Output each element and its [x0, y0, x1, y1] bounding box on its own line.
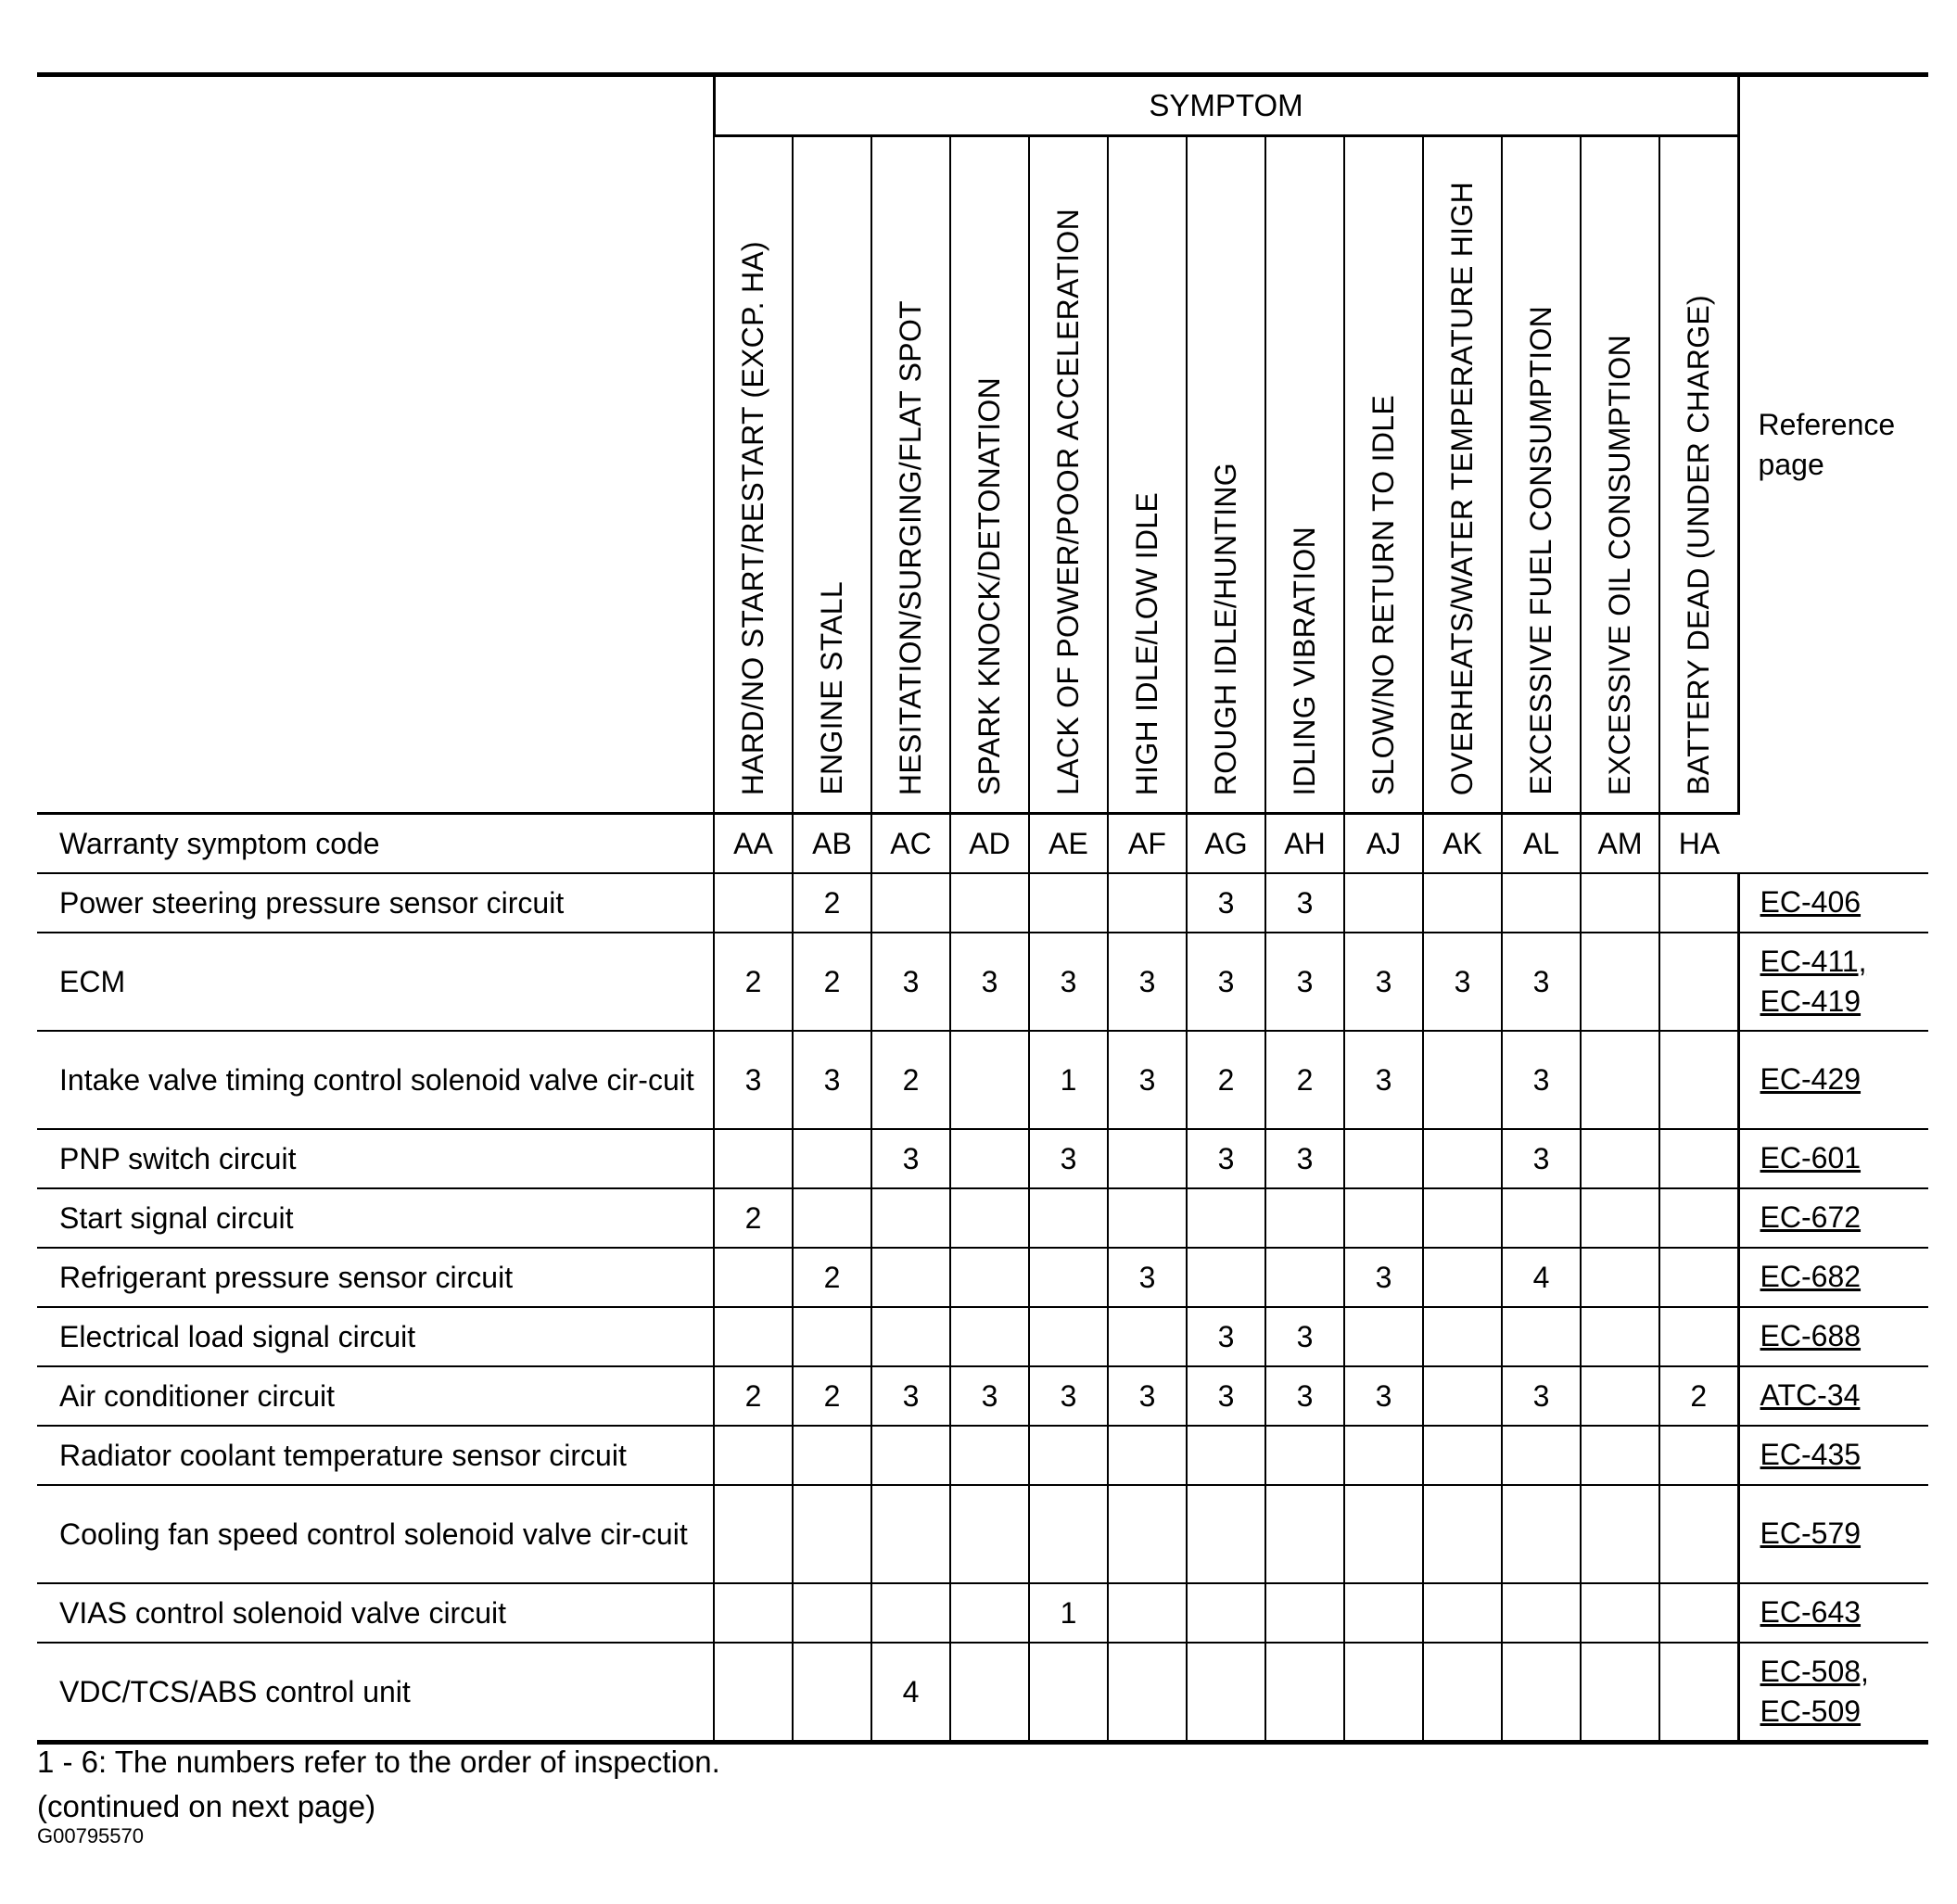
- reference-page-cell: [1738, 1643, 1928, 1743]
- reference-link[interactable]: EC-579: [1760, 1517, 1862, 1551]
- table-row: [37, 1248, 1928, 1307]
- table-row: [37, 1643, 1928, 1743]
- inspection-order-cell: [871, 873, 950, 933]
- reference-link[interactable]: EC-508,: [1760, 1654, 1869, 1688]
- inspection-order-cell: [1344, 1485, 1423, 1583]
- reference-page-header: Reference page: [1738, 75, 1928, 814]
- inspection-order-cell: 2: [793, 1366, 871, 1426]
- inspection-order-cell: [950, 1248, 1029, 1307]
- inspection-order-cell: [714, 1485, 793, 1583]
- table-row: [37, 1485, 1928, 1583]
- symptom-name: IDLING VIBRATION: [1288, 526, 1321, 795]
- inspection-order-cell: [1187, 1485, 1265, 1583]
- inspection-order-cell: 3: [1187, 873, 1265, 933]
- row-label: PNP switch circuit: [37, 1129, 714, 1188]
- inspection-order-cell: [1581, 933, 1659, 1031]
- inspection-order-cell: [871, 1583, 950, 1643]
- inspection-order-cell: [1423, 1307, 1502, 1366]
- inspection-order-cell: [1659, 1248, 1738, 1307]
- symptom-header-ac: [871, 136, 950, 814]
- inspection-order-cell: [1187, 1583, 1265, 1643]
- reference-link[interactable]: EC-509: [1760, 1695, 1862, 1728]
- inspection-order-cell: [1029, 1188, 1108, 1248]
- symptom-name: SLOW/NO RETURN TO IDLE: [1366, 394, 1400, 795]
- symptom-header-ha: [1659, 136, 1738, 814]
- inspection-order-cell: 3: [1187, 1129, 1265, 1188]
- warranty-code-cell: AH: [1265, 814, 1344, 874]
- reference-link[interactable]: EC-682: [1760, 1260, 1862, 1294]
- table-row: [37, 933, 1928, 1031]
- inspection-order-cell: 2: [871, 1031, 950, 1129]
- inspection-order-cell: [714, 1643, 793, 1743]
- inspection-order-cell: [1344, 1307, 1423, 1366]
- header-blank: [37, 75, 714, 814]
- inspection-order-cell: [1581, 1188, 1659, 1248]
- inspection-order-cell: [1344, 1188, 1423, 1248]
- inspection-order-cell: 3: [1344, 1366, 1423, 1426]
- inspection-order-cell: [1659, 1643, 1738, 1743]
- reference-page-cell: [1738, 1426, 1928, 1485]
- symptom-name: SPARK KNOCK/DETONATION: [972, 376, 1006, 795]
- order-note: 1 - 6: The numbers refer to the order of inspection.: [37, 1745, 720, 1779]
- inspection-order-cell: [950, 1307, 1029, 1366]
- inspection-order-cell: [714, 873, 793, 933]
- symptom-header-ab: [793, 136, 871, 814]
- inspection-order-cell: 3: [1265, 873, 1344, 933]
- inspection-order-cell: [1659, 1031, 1738, 1129]
- inspection-order-cell: 3: [1029, 1366, 1108, 1426]
- inspection-order-cell: 3: [871, 933, 950, 1031]
- inspection-order-cell: [1581, 1248, 1659, 1307]
- warranty-code-cell: AK: [1423, 814, 1502, 874]
- inspection-order-cell: 3: [1423, 933, 1502, 1031]
- table-row: [37, 1366, 1928, 1426]
- inspection-order-cell: 2: [1187, 1031, 1265, 1129]
- table-row: [37, 1426, 1928, 1485]
- inspection-order-cell: [1423, 1129, 1502, 1188]
- row-label: Intake valve timing control solenoid valve cir-cuit: [37, 1031, 714, 1129]
- inspection-order-cell: [1029, 1248, 1108, 1307]
- inspection-order-cell: [871, 1426, 950, 1485]
- inspection-order-cell: [950, 1188, 1029, 1248]
- inspection-order-cell: [1108, 1426, 1187, 1485]
- symptom-table: [37, 72, 1928, 1745]
- warranty-code-label: Warranty symptom code: [37, 814, 714, 874]
- table-row: [37, 1307, 1928, 1366]
- inspection-order-cell: [1265, 1188, 1344, 1248]
- inspection-order-cell: [1344, 1426, 1423, 1485]
- inspection-order-cell: [1423, 873, 1502, 933]
- inspection-order-cell: [950, 1485, 1029, 1583]
- symptom-name: EXCESSIVE FUEL CONSUMPTION: [1524, 306, 1557, 795]
- warranty-code-cell: AC: [871, 814, 950, 874]
- warranty-code-cell: AD: [950, 814, 1029, 874]
- inspection-order-cell: [1423, 1248, 1502, 1307]
- warranty-code-cell: AL: [1502, 814, 1581, 874]
- reference-page-cell: [1738, 1583, 1928, 1643]
- inspection-order-cell: 3: [1265, 1129, 1344, 1188]
- inspection-order-cell: [1502, 1188, 1581, 1248]
- inspection-order-cell: 3: [1187, 1307, 1265, 1366]
- reference-link[interactable]: EC-419: [1760, 984, 1862, 1018]
- inspection-order-cell: [1659, 1129, 1738, 1188]
- reference-link[interactable]: EC-411,: [1760, 944, 1867, 978]
- continued-note: (continued on next page): [37, 1788, 376, 1823]
- inspection-order-cell: 2: [714, 933, 793, 1031]
- inspection-order-cell: [1187, 1643, 1265, 1743]
- inspection-order-cell: 3: [1029, 1129, 1108, 1188]
- inspection-order-cell: [1581, 1031, 1659, 1129]
- inspection-order-cell: [1108, 1129, 1187, 1188]
- inspection-order-cell: 1: [1029, 1583, 1108, 1643]
- reference-page-cell: [1738, 933, 1928, 1031]
- inspection-order-cell: [1108, 1188, 1187, 1248]
- row-label: Start signal circuit: [37, 1188, 714, 1248]
- row-label: VIAS control solenoid valve circuit: [37, 1583, 714, 1643]
- table-row: [37, 873, 1928, 933]
- inspection-order-cell: 3: [1029, 933, 1108, 1031]
- inspection-order-cell: [1344, 873, 1423, 933]
- inspection-order-cell: [1423, 1643, 1502, 1743]
- row-label: ECM: [37, 933, 714, 1031]
- symptom-name: HESITATION/SURGING/FLAT SPOT: [894, 299, 927, 795]
- inspection-order-cell: [1581, 1643, 1659, 1743]
- table-body: [37, 814, 1928, 1743]
- reference-link[interactable]: EC-688: [1760, 1319, 1862, 1353]
- inspection-order-cell: 3: [793, 1031, 871, 1129]
- inspection-order-cell: [1265, 1248, 1344, 1307]
- warranty-code-cell: AM: [1581, 814, 1659, 874]
- reference-page-cell: [1738, 1248, 1928, 1307]
- inspection-order-cell: [871, 1248, 950, 1307]
- warranty-code-cell: AE: [1029, 814, 1108, 874]
- inspection-order-cell: [1187, 1426, 1265, 1485]
- reference-link[interactable]: ATC-34: [1760, 1378, 1861, 1413]
- inspection-order-cell: [1423, 1366, 1502, 1426]
- inspection-order-cell: 2: [793, 1248, 871, 1307]
- inspection-order-cell: [1265, 1583, 1344, 1643]
- reference-link[interactable]: EC-435: [1760, 1438, 1862, 1472]
- symptom-name: OVERHEATS/WATER TEMPERATURE HIGH: [1445, 181, 1479, 795]
- symptom-header-ak: [1423, 136, 1502, 814]
- inspection-order-cell: [1423, 1485, 1502, 1583]
- inspection-order-cell: [1659, 933, 1738, 1031]
- inspection-order-cell: [1108, 873, 1187, 933]
- inspection-order-cell: [1423, 1583, 1502, 1643]
- inspection-order-cell: 3: [1108, 1031, 1187, 1129]
- inspection-order-cell: [1029, 873, 1108, 933]
- table-row: [37, 1031, 1928, 1129]
- inspection-order-cell: 3: [1265, 1366, 1344, 1426]
- inspection-order-cell: 3: [1187, 933, 1265, 1031]
- reference-page-cell: [1738, 1129, 1928, 1188]
- inspection-order-cell: [793, 1129, 871, 1188]
- symptom-name: ROUGH IDLE/HUNTING: [1209, 462, 1242, 795]
- inspection-order-cell: [1423, 1426, 1502, 1485]
- inspection-order-cell: [1502, 1485, 1581, 1583]
- inspection-order-cell: [714, 1307, 793, 1366]
- symptom-header: SYMPTOM: [714, 75, 1738, 136]
- inspection-order-cell: 2: [1265, 1031, 1344, 1129]
- table-row: [37, 1583, 1928, 1643]
- symptom-header-ah: [1265, 136, 1344, 814]
- inspection-order-cell: [1581, 1366, 1659, 1426]
- warranty-code-cell: HA: [1659, 814, 1738, 874]
- symptom-name: HARD/NO START/RESTART (EXCP. HA): [736, 240, 769, 795]
- inspection-order-cell: [1423, 1031, 1502, 1129]
- inspection-order-cell: [1659, 873, 1738, 933]
- inspection-order-cell: [714, 1426, 793, 1485]
- reference-page-cell: [1738, 1031, 1928, 1129]
- inspection-order-cell: [793, 1426, 871, 1485]
- symptom-header-ad: [950, 136, 1029, 814]
- symptom-name: HIGH IDLE/LOW IDLE: [1130, 491, 1163, 795]
- inspection-order-cell: [1187, 1188, 1265, 1248]
- row-label: Air conditioner circuit: [37, 1366, 714, 1426]
- inspection-order-cell: [1265, 1426, 1344, 1485]
- symptom-name: ENGINE STALL: [815, 581, 848, 795]
- inspection-order-cell: [1581, 1485, 1659, 1583]
- inspection-order-cell: 3: [1344, 933, 1423, 1031]
- reference-link[interactable]: EC-601: [1760, 1141, 1862, 1175]
- inspection-order-cell: [793, 1643, 871, 1743]
- inspection-order-cell: [1502, 1307, 1581, 1366]
- symptom-header-aa: [714, 136, 793, 814]
- symptom-header-ae: [1029, 136, 1108, 814]
- symptom-header-al: [1502, 136, 1581, 814]
- table-row: [37, 1129, 1928, 1188]
- symptom-header-af: [1108, 136, 1187, 814]
- inspection-order-cell: 2: [1659, 1366, 1738, 1426]
- inspection-order-cell: [871, 1485, 950, 1583]
- inspection-order-cell: 2: [714, 1188, 793, 1248]
- inspection-order-cell: [1423, 1188, 1502, 1248]
- figure-code: G00795570: [37, 1824, 144, 1847]
- inspection-order-cell: [1659, 1485, 1738, 1583]
- inspection-order-cell: [1187, 1248, 1265, 1307]
- reference-page-cell: [1738, 1307, 1928, 1366]
- inspection-order-cell: [714, 1129, 793, 1188]
- inspection-order-cell: [1659, 1583, 1738, 1643]
- inspection-order-cell: [714, 1248, 793, 1307]
- inspection-order-cell: [793, 1583, 871, 1643]
- reference-page-cell: [1738, 1485, 1928, 1583]
- symptom-header-am: [1581, 136, 1659, 814]
- reference-link[interactable]: EC-406: [1760, 885, 1862, 920]
- inspection-order-cell: [1265, 1485, 1344, 1583]
- inspection-order-cell: 1: [1029, 1031, 1108, 1129]
- inspection-order-cell: [793, 1485, 871, 1583]
- footnotes: [37, 1740, 720, 1829]
- warranty-code-cell: AB: [793, 814, 871, 874]
- inspection-order-cell: 3: [1265, 1307, 1344, 1366]
- inspection-order-cell: 3: [1502, 1031, 1581, 1129]
- row-label: Power steering pressure sensor circuit: [37, 873, 714, 933]
- row-label: Cooling fan speed control solenoid valve cir-cuit: [37, 1485, 714, 1583]
- inspection-order-cell: [1581, 873, 1659, 933]
- inspection-order-cell: [950, 1643, 1029, 1743]
- inspection-order-cell: [1659, 1307, 1738, 1366]
- inspection-order-cell: [950, 1031, 1029, 1129]
- inspection-order-cell: [1344, 1643, 1423, 1743]
- inspection-order-cell: [1659, 1188, 1738, 1248]
- warranty-code-cell: AA: [714, 814, 793, 874]
- row-label: VDC/TCS/ABS control unit: [37, 1643, 714, 1743]
- reference-page-cell: [1738, 873, 1928, 933]
- inspection-order-cell: 2: [793, 933, 871, 1031]
- inspection-order-cell: [1659, 1426, 1738, 1485]
- symptom-header-ag: [1187, 136, 1265, 814]
- inspection-order-cell: [1344, 1583, 1423, 1643]
- inspection-order-cell: [950, 1129, 1029, 1188]
- inspection-order-cell: [1581, 1129, 1659, 1188]
- inspection-order-cell: [1108, 1485, 1187, 1583]
- inspection-order-cell: 3: [1502, 1129, 1581, 1188]
- warranty-code-cell: AJ: [1344, 814, 1423, 874]
- inspection-order-cell: [793, 1188, 871, 1248]
- inspection-order-cell: 3: [1108, 933, 1187, 1031]
- inspection-order-cell: 3: [871, 1129, 950, 1188]
- inspection-order-cell: [1029, 1643, 1108, 1743]
- inspection-order-cell: [714, 1583, 793, 1643]
- inspection-order-cell: [950, 1583, 1029, 1643]
- inspection-order-cell: [1581, 1426, 1659, 1485]
- inspection-order-cell: 3: [1502, 933, 1581, 1031]
- symptom-name: EXCESSIVE OIL CONSUMPTION: [1603, 334, 1636, 795]
- symptom-header-aj: [1344, 136, 1423, 814]
- symptom-name: BATTERY DEAD (UNDER CHARGE): [1681, 295, 1715, 795]
- inspection-order-cell: [871, 1307, 950, 1366]
- inspection-order-cell: [950, 1426, 1029, 1485]
- inspection-order-cell: [1502, 1426, 1581, 1485]
- inspection-order-cell: 3: [1108, 1248, 1187, 1307]
- inspection-order-cell: 3: [950, 1366, 1029, 1426]
- symptom-name: LACK OF POWER/POOR ACCELERATION: [1051, 209, 1085, 795]
- reference-link[interactable]: EC-643: [1760, 1595, 1862, 1630]
- reference-link[interactable]: EC-429: [1760, 1062, 1862, 1097]
- inspection-order-cell: [871, 1188, 950, 1248]
- warranty-code-cell: AF: [1108, 814, 1187, 874]
- inspection-order-cell: [1502, 1583, 1581, 1643]
- inspection-order-cell: [1581, 1583, 1659, 1643]
- inspection-order-cell: [1108, 1307, 1187, 1366]
- row-label: Radiator coolant temperature sensor circuit: [37, 1426, 714, 1485]
- inspection-order-cell: 3: [1344, 1248, 1423, 1307]
- symptom-matrix: [37, 72, 1928, 1745]
- inspection-order-cell: 4: [871, 1643, 950, 1743]
- inspection-order-cell: 2: [793, 873, 871, 933]
- warranty-code-row: [37, 814, 1928, 874]
- inspection-order-cell: [950, 873, 1029, 933]
- reference-page-cell: [1738, 1366, 1928, 1426]
- row-label: Refrigerant pressure sensor circuit: [37, 1248, 714, 1307]
- inspection-order-cell: 3: [1187, 1366, 1265, 1426]
- warranty-code-cell: AG: [1187, 814, 1265, 874]
- inspection-order-cell: [1502, 873, 1581, 933]
- inspection-order-cell: [1265, 1643, 1344, 1743]
- inspection-order-cell: 4: [1502, 1248, 1581, 1307]
- inspection-order-cell: [1029, 1426, 1108, 1485]
- reference-page-cell: [1738, 1188, 1928, 1248]
- inspection-order-cell: 3: [871, 1366, 950, 1426]
- inspection-order-cell: [1029, 1307, 1108, 1366]
- table-row: [37, 1188, 1928, 1248]
- inspection-order-cell: 3: [950, 933, 1029, 1031]
- inspection-order-cell: [793, 1307, 871, 1366]
- inspection-order-cell: [1344, 1129, 1423, 1188]
- inspection-order-cell: 3: [1344, 1031, 1423, 1129]
- inspection-order-cell: 3: [1108, 1366, 1187, 1426]
- inspection-order-cell: [1108, 1643, 1187, 1743]
- row-label: Electrical load signal circuit: [37, 1307, 714, 1366]
- inspection-order-cell: 3: [1502, 1366, 1581, 1426]
- inspection-order-cell: 3: [714, 1031, 793, 1129]
- inspection-order-cell: [1029, 1485, 1108, 1583]
- inspection-order-cell: 2: [714, 1366, 793, 1426]
- inspection-order-cell: [1502, 1643, 1581, 1743]
- inspection-order-cell: [1581, 1307, 1659, 1366]
- inspection-order-cell: [1108, 1583, 1187, 1643]
- reference-link[interactable]: EC-672: [1760, 1200, 1862, 1235]
- inspection-order-cell: 3: [1265, 933, 1344, 1031]
